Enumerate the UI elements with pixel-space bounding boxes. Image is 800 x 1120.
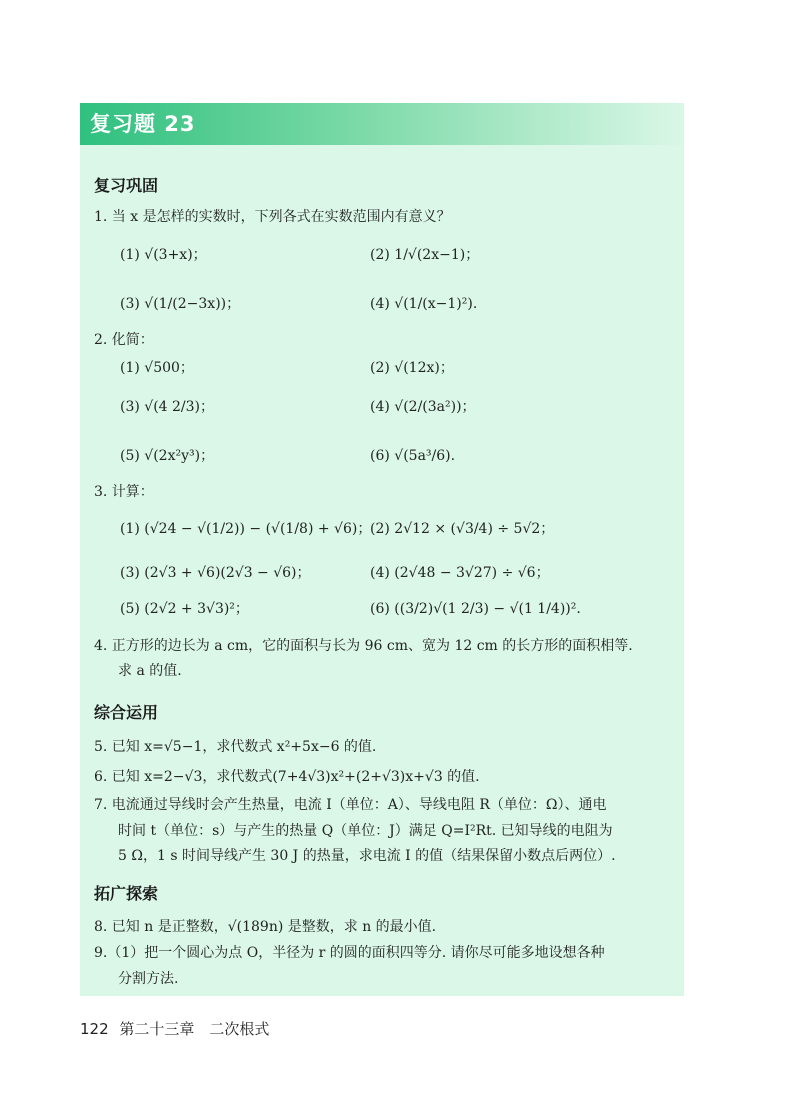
q1-item-3: (3) √(1/(2−3x))； xyxy=(120,296,241,312)
q1-item-2: (2) 1/√(2x−1)； xyxy=(370,247,480,263)
question-5: 5. 已知 x=√5−1，求代数式 x²+5x−6 的值. xyxy=(94,739,377,755)
page-title: 复习题 23 xyxy=(90,112,196,136)
question-8: 8. 已知 n 是正整数，√(189n) 是整数，求 n 的最小值. xyxy=(94,919,437,935)
section-apply: 综合运用 xyxy=(94,703,159,722)
question-9-line-2: 分割方法. xyxy=(118,971,179,987)
q2-item-3: (3) √(4 2/3)； xyxy=(120,399,215,415)
q2-item-1: (1) √500； xyxy=(120,360,194,376)
page-number: 122 xyxy=(80,1020,109,1038)
q2-item-2: (2) √(12x)； xyxy=(370,360,454,376)
q3-item-6: (6) ((3/2)√(1 2/3) − √(1 1/4))². xyxy=(370,601,581,617)
q3-item-4: (4) (2√48 − 3√27) ÷ √6； xyxy=(370,565,550,581)
chapter-title: 第二十三章 二次根式 xyxy=(119,1020,270,1038)
question-7-line-2: 时间 t（单位：s）与产生的热量 Q（单位：J）满足 Q=I²Rt. 已知导线的电阻为 xyxy=(118,823,613,839)
q2-item-6: (6) √(5a³/6). xyxy=(370,448,456,464)
question-2-stem: 2. 化简： xyxy=(94,332,154,348)
question-4-line-2: 求 a 的值. xyxy=(118,663,182,679)
question-1-stem: 1. 当 x 是怎样的实数时，下列各式在实数范围内有意义？ xyxy=(94,209,451,225)
q1-item-1: (1) √(3+x)； xyxy=(120,247,207,263)
q2-item-4: (4) √(2/(3a²))； xyxy=(370,399,476,415)
question-3-stem: 3. 计算： xyxy=(94,484,154,500)
q2-item-5: (5) √(2x²y³)； xyxy=(120,448,215,464)
q3-item-1: (1) (√24 − √(1/2)) − (√(1/8) + √6)； xyxy=(120,521,372,537)
question-9-line-1: 9.（1）把一个圆心为点 O，半径为 r 的圆的面积四等分. 请你尽可能多地设想各种 xyxy=(94,945,605,961)
question-7-line-1: 7. 电流通过导线时会产生热量，电流 I（单位：A）、导线电阻 R（单位：Ω）、通电 xyxy=(94,797,607,813)
section-consolidate: 复习巩固 xyxy=(94,176,159,195)
page-footer xyxy=(80,1018,269,1039)
question-7-line-3: 5 Ω，1 s 时间导线产生 30 J 的热量，求电流 I 的值（结果保留小数点后两位）. xyxy=(118,848,616,864)
q3-item-3: (3) (2√3 + √6)(2√3 − √6)； xyxy=(120,565,311,581)
q3-item-2: (2) 2√12 × (√3/4) ÷ 5√2； xyxy=(370,521,555,537)
question-6: 6. 已知 x=2−√3，求代数式(7+4√3)x²+(2+√3)x+√3 的值. xyxy=(94,769,480,785)
q1-item-4: (4) √(1/(x−1)²). xyxy=(370,296,478,312)
section-extend: 拓广探索 xyxy=(94,884,159,903)
q3-item-5: (5) (2√2 + 3√3)²； xyxy=(120,601,249,617)
question-4-line-1: 4. 正方形的边长为 a cm，它的面积与长为 96 cm、宽为 12 cm 的长方形的面积相等. xyxy=(94,638,633,654)
